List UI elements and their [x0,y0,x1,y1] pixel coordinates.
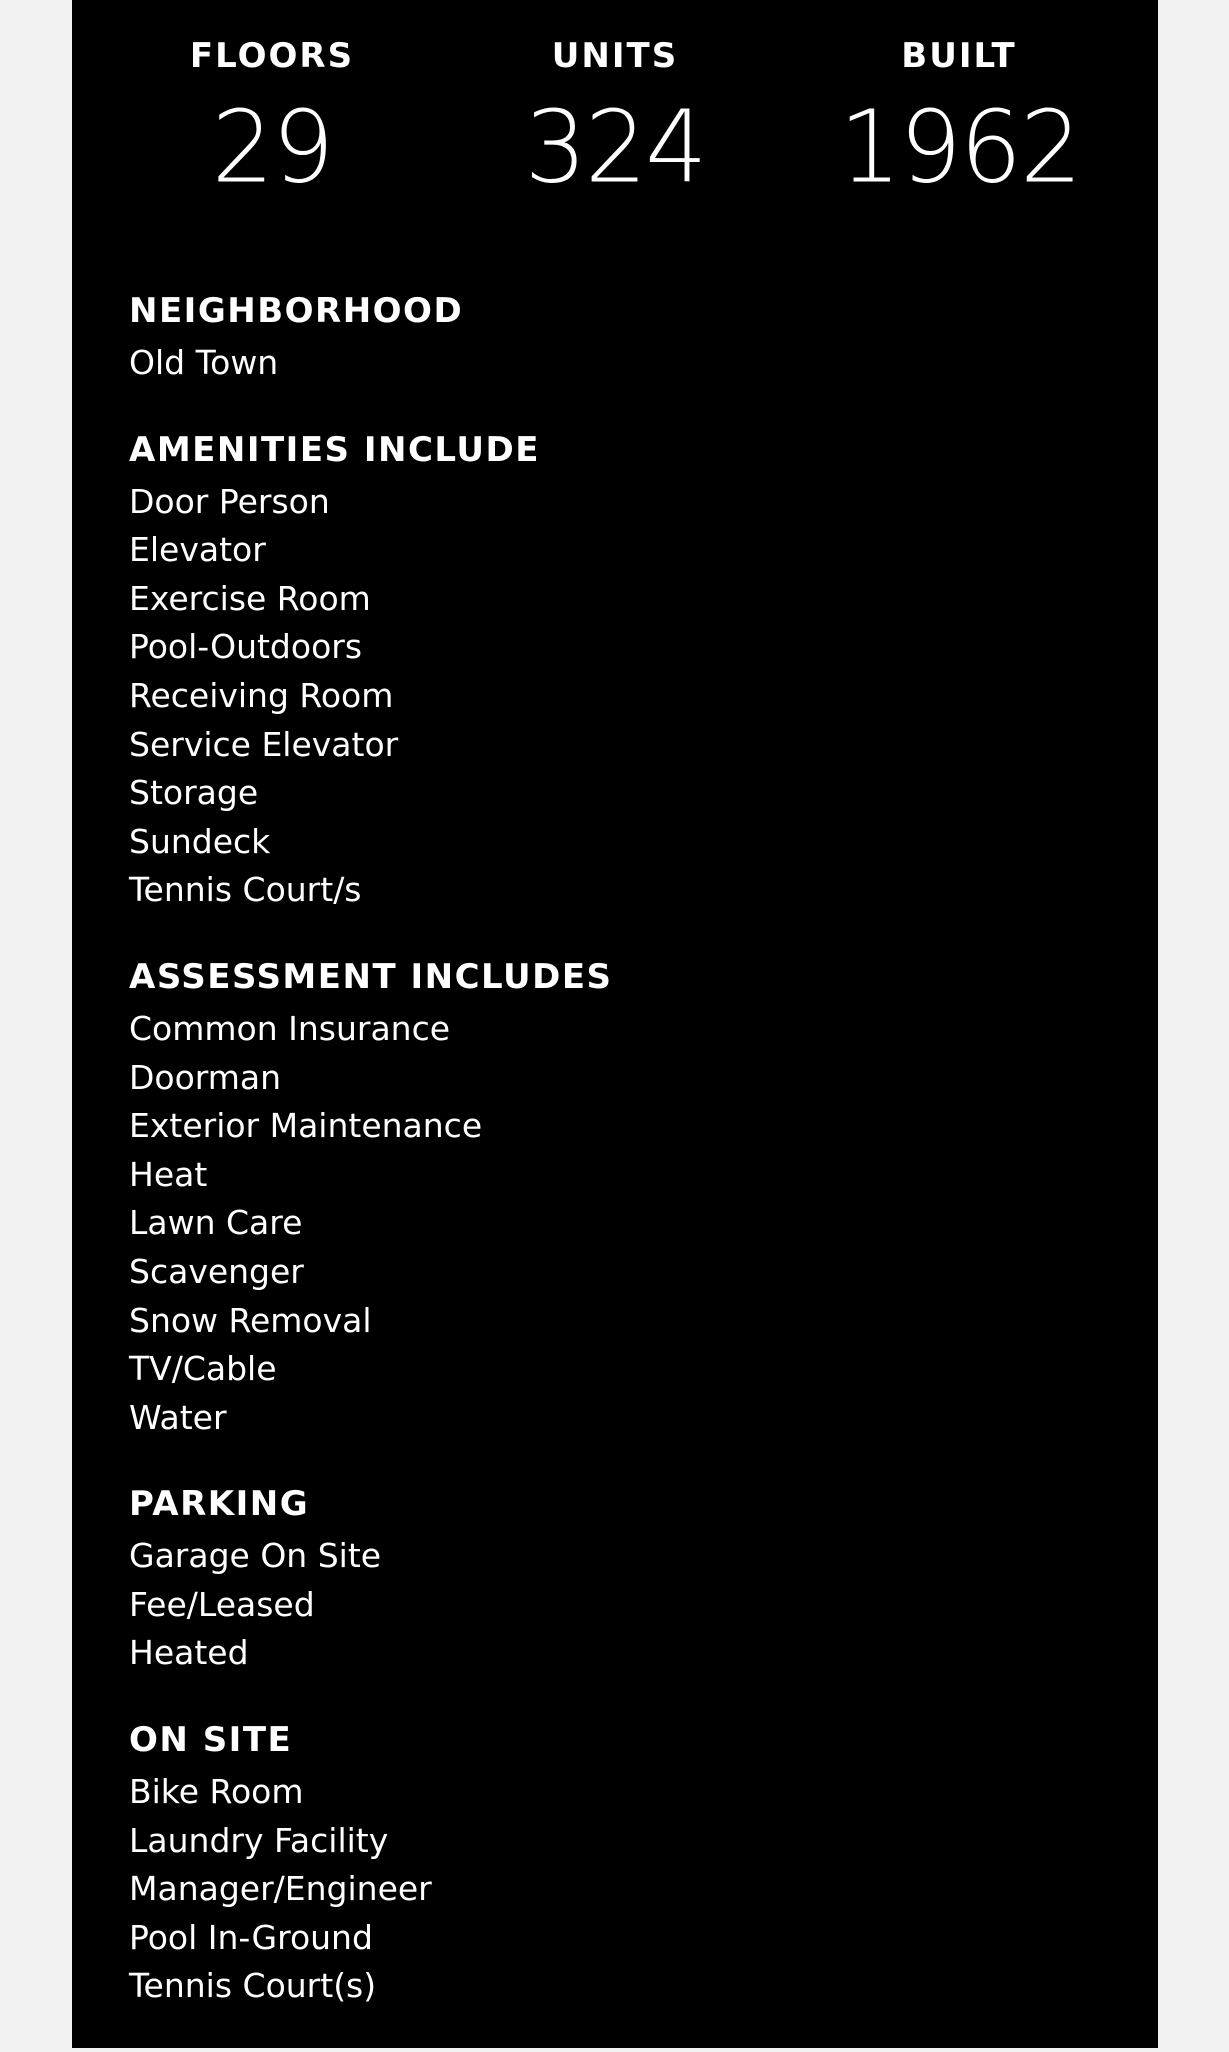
list-item: Manager/Engineer [129,1869,432,1909]
stat-label: UNITS [551,36,679,76]
list-item: Snow Removal [129,1300,372,1340]
list-item: Lawn Care [129,1203,303,1243]
stat-value: 29 [211,89,333,207]
section-items [129,1005,1109,1442]
section-neighborhood [129,290,1109,388]
section-items [129,339,1109,388]
section-assessment [129,956,1109,1442]
list-item: Exercise Room [129,578,371,618]
list-item: Garage On Site [129,1536,382,1576]
list-item: Bike Room [129,1772,304,1812]
details-list [129,290,1109,2052]
stat-value: 324 [524,89,706,207]
section-parking [129,1483,1109,1678]
list-item: Pool-Outdoors [129,627,363,667]
section-on-site [129,1719,1109,2011]
list-item: Door Person [129,481,330,521]
list-item: Fee/Leased [129,1584,315,1624]
list-item: Tennis Court/s [129,870,362,910]
section-title: AMENITIES INCLUDE [129,429,540,470]
section-title: ON SITE [129,1720,293,1761]
list-item: Pool In-Ground [129,1917,373,1957]
stat-units [495,36,735,207]
section-items [129,1532,1109,1678]
section-items [129,478,1109,915]
list-item: Storage [129,773,259,813]
section-items [129,1768,1109,2011]
list-item: Water [129,1397,227,1437]
list-item: Exterior Maintenance [129,1106,483,1146]
list-item: TV/Cable [129,1349,277,1389]
list-item: Service Elevator [129,724,399,764]
section-title: NEIGHBORHOOD [129,291,464,331]
list-item: Tennis Court(s) [129,1966,377,2006]
section-title: PARKING [129,1484,310,1525]
section-amenities [129,429,1109,915]
section-title: ASSESSMENT INCLUDES [129,956,613,997]
list-item: Common Insurance [129,1008,451,1048]
stat-built [839,36,1081,207]
building-details-panel [72,0,1158,2048]
list-item: Old Town [129,343,279,382]
stat-label: FLOORS [189,36,355,76]
stat-label: BUILT [901,36,1017,76]
list-item: Elevator [129,530,266,570]
list-item: Heated [129,1633,249,1673]
list-item: Sundeck [129,821,271,861]
list-item: Doorman [129,1057,282,1097]
list-item: Scavenger [129,1251,304,1291]
stat-floors [152,36,392,207]
list-item: Receiving Room [129,675,394,715]
stat-value: 1962 [839,89,1081,207]
list-item: Laundry Facility [129,1820,389,1860]
list-item: Heat [129,1154,208,1194]
building-stats [72,36,1158,216]
